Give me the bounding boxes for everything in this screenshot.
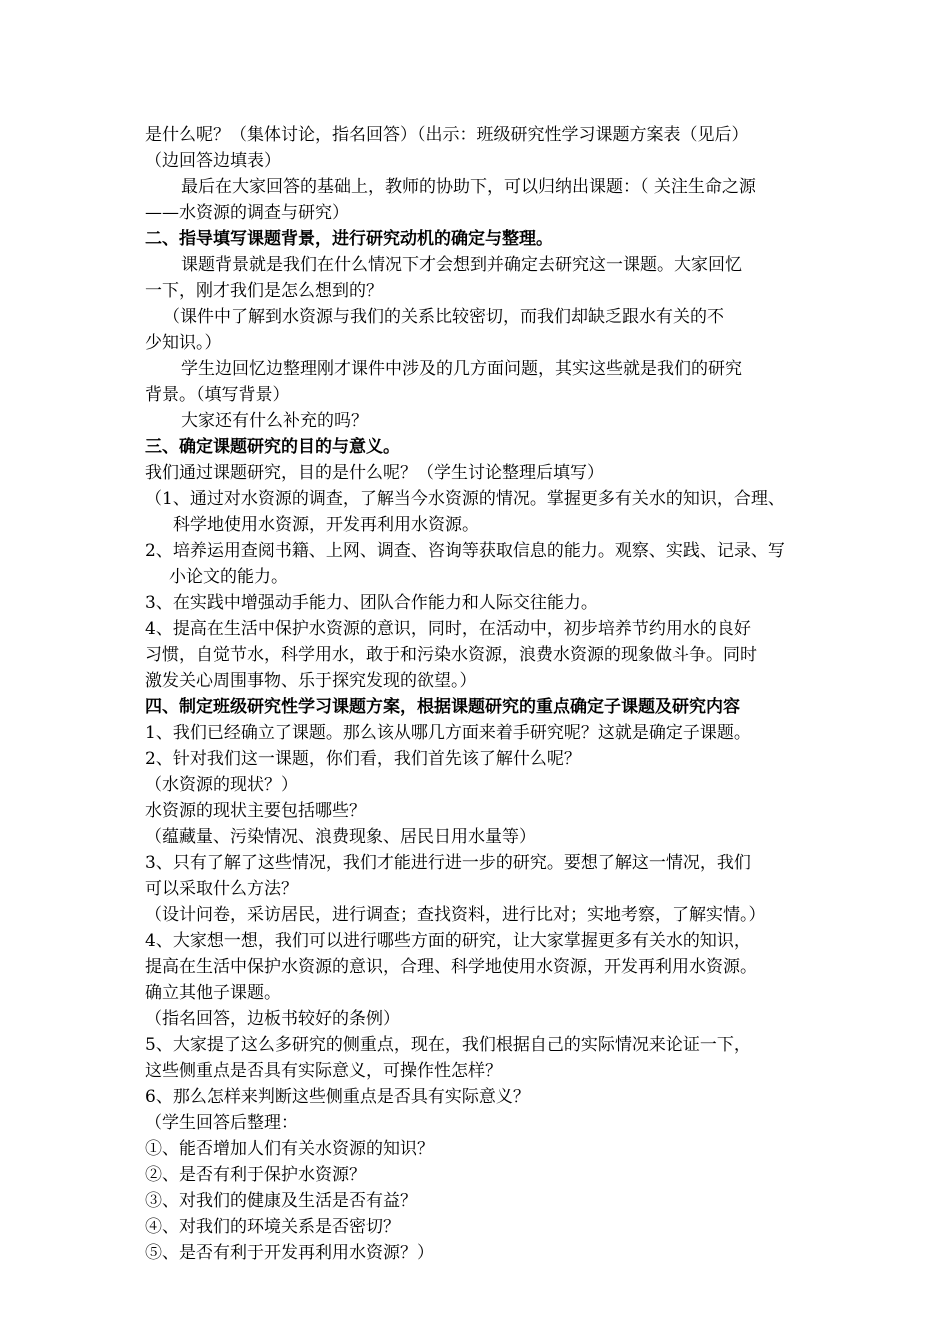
criteria-item: ④、对我们的环境关系是否密切？ xyxy=(145,1217,400,1237)
document-page xyxy=(145,122,815,1266)
text-line: （蕴藏量、污染情况、浪费现象、居民日用水量等） xyxy=(145,827,536,847)
text-line: 一下，刚才我们是怎么想到的？ xyxy=(145,281,383,301)
text-line: 这些侧重点是否具有实际意义，可操作性怎样？ xyxy=(145,1061,502,1081)
text-line: （学生回答后整理： xyxy=(145,1113,298,1133)
text-line: 确立其他子课题。 xyxy=(145,983,281,1003)
text-line: 是什么呢？（集体讨论，指名回答）（出示：班级研究性学习课题方案表（见后） xyxy=(145,125,749,145)
list-item: （1、通过对水资源的调查，了解当今水资源的情况。掌握更多有关水的知识，合理、 xyxy=(145,489,785,509)
list-item-continuation: 科学地使用水资源，开发再利用水资源。 xyxy=(173,515,479,535)
criteria-item: ①、能否增加人们有关水资源的知识？ xyxy=(145,1139,434,1159)
text-line: 大家还有什么补充的吗？ xyxy=(181,411,368,431)
section-heading-3: 三、确定课题研究的目的与意义。 xyxy=(145,437,400,457)
text-line: （边回答边填表） xyxy=(145,151,281,171)
list-item: 6、那么怎样来判断这些侧重点是否具有实际意义？ xyxy=(145,1087,530,1107)
criteria-item: ⑤、是否有利于开发再利用水资源？） xyxy=(145,1243,434,1263)
list-item-continuation: 小论文的能力。 xyxy=(169,567,288,587)
list-item: 1、我们已经确立了课题。那么该从哪几方面来着手研究呢？这就是确定子课题。 xyxy=(145,723,751,743)
text-line: ——水资源的调查与研究） xyxy=(145,203,349,223)
text-line: 背景。（填写背景） xyxy=(145,385,290,405)
text-line: （课件中了解到水资源与我们的关系比较密切，而我们却缺乏跟水有关的不 xyxy=(163,307,724,327)
text-line: 最后在大家回答的基础上，教师的协助下，可以归纳出课题：（ 关注生命之源 xyxy=(181,177,756,197)
criteria-item: ②、是否有利于保护水资源？ xyxy=(145,1165,366,1185)
list-item: 3、只有了解了这些情况，我们才能进行进一步的研究。要想了解这一情况，我们 xyxy=(145,853,751,873)
text-line: 水资源的现状主要包括哪些？ xyxy=(145,801,366,821)
text-line: 提高在生活中保护水资源的意识，合理、科学地使用水资源，开发再利用水资源。 xyxy=(145,957,757,977)
section-heading-2: 二、指导填写课题背景，进行研究动机的确定与整理。 xyxy=(145,229,553,249)
text-line: 课题背景就是我们在什么情况下才会想到并确定去研究这一课题。大家回忆 xyxy=(181,255,742,275)
list-item: 2、培养运用查阅书籍、上网、调查、咨询等获取信息的能力。观察、实践、记录、写 xyxy=(145,541,785,561)
section-heading-4: 四、制定班级研究性学习课题方案，根据课题研究的重点确定子课题及研究内容 xyxy=(145,697,740,717)
list-item: 4、提高在生活中保护水资源的意识，同时，在活动中，初步培养节约用水的良好 xyxy=(145,619,751,639)
text-line: 习惯，自觉节水，科学用水，敢于和污染水资源，浪费水资源的现象做斗争。同时 xyxy=(145,645,757,665)
text-line: 激发关心周围事物、乐于探究发现的欲望。） xyxy=(145,671,477,691)
list-item: 5、大家提了这么多研究的侧重点，现在，我们根据自己的实际情况来论证一下， xyxy=(145,1035,751,1055)
text-line: 可以采取什么方法？ xyxy=(145,879,298,899)
list-item: 2、针对我们这一课题，你们看，我们首先该了解什么呢？ xyxy=(145,749,581,769)
criteria-item: ③、对我们的健康及生活是否有益？ xyxy=(145,1191,417,1211)
list-item: 4、大家想一想，我们可以进行哪些方面的研究，让大家掌握更多有关水的知识， xyxy=(145,931,751,951)
text-line: （水资源的现状？） xyxy=(145,775,298,795)
text-line: 我们通过课题研究，目的是什么呢？（学生讨论整理后填写） xyxy=(145,463,604,483)
list-item: 3、在实践中增强动手能力、团队合作能力和人际交往能力。 xyxy=(145,593,598,613)
text-line: （设计问卷，采访居民，进行调查；查找资料，进行比对；实地考察，了解实情。） xyxy=(145,905,766,925)
text-line: （指名回答，边板书较好的条例） xyxy=(145,1009,400,1029)
text-line: 少知识。） xyxy=(145,333,222,353)
text-line: 学生边回忆边整理刚才课件中涉及的几方面问题，其实这些就是我们的研究 xyxy=(181,359,742,379)
